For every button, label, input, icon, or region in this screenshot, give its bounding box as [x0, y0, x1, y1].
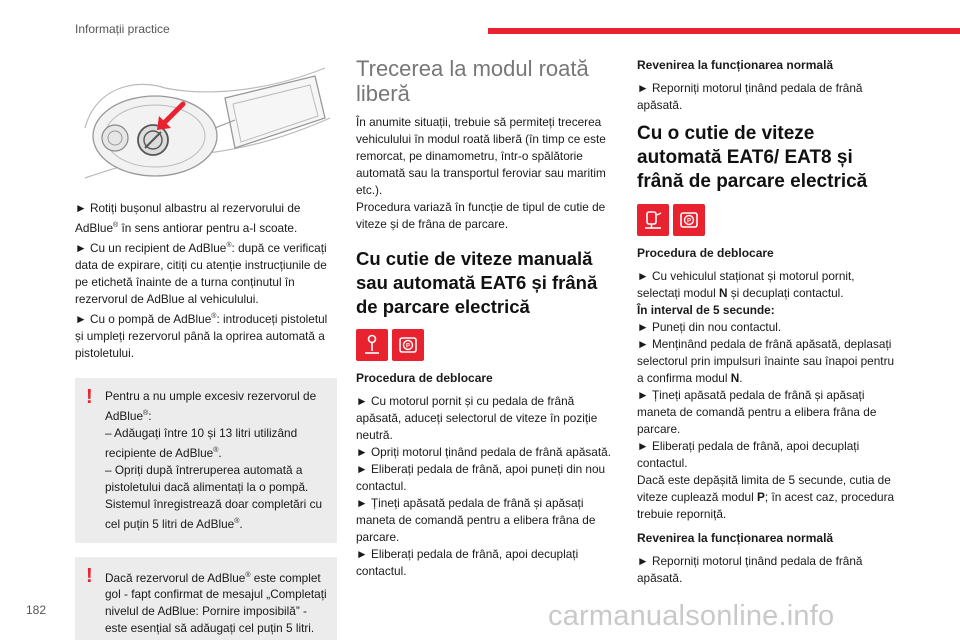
subsection-title-manual-eat6: Cu cutie de viteze manuală sau automată EAT6 și frână de parcare electrică: [356, 248, 598, 317]
svg-text:P: P: [405, 343, 411, 350]
subsection-title-eat6-eat8: Cu o cutie de viteze automată EAT6/ EAT8 și frână de parcare electrică: [637, 123, 868, 192]
step-rotate-cap: ► Rotiți bușonul albastru al rezervorului de AdBlue® în sens antiorar pentru a-l scoate. ► Cu un recipient de AdBlue®: după ce verificați data de expirare, citiți cu atenție instrucțiunile de pe etichetă înainte de a turna conținutul în rezervorul de AdBlue al vehiculului. ► Cu o pompă de AdBlue®: introduceți pistoletul și umpleți rezervorul până la oprirea automată a pistoletului.: [75, 201, 328, 360]
warning-note-empty-tank: ! Dacă rezervorul de AdBlue® este complet gol - fapt confirmat de mesajul „Completați nivelul de AdBlue: Pornire imposibilă” - este esențial să adăugați cel puțin 5 litri.: [75, 557, 337, 640]
warning-mark-icon: !: [86, 385, 93, 408]
column-middle: [356, 50, 618, 586]
return-normal-heading: Revenirea la funcționarea normală: [637, 531, 834, 545]
return-normal-heading: Revenirea la funcționarea normală: [637, 58, 834, 72]
procedure-steps: ► Cu vehiculul staționat și motorul pornit, selectați modul N și decuplați contactul. În interval de 5 secunde: ► Puneți din nou contactul. ► Menținând pedala de frână apăsată, deplasați selectorul prin impulsuri înainte sau înapoi pentru a confirma modul N. ► Țineți apăsată pedala de frână și apăsați maneta de comandă pentru a elibera frâna de parcare. ► Eliberați pedala de frână, apoi decuplați contactul. Dacă este depășită limita de 5 secunde, cutia de viteze cuplează modul P; în acest caz, procedura trebuie reporniță.: [637, 269, 895, 521]
column-left: [75, 50, 337, 640]
gear-lever-icon: [637, 204, 669, 236]
section-title-free-wheel: Trecerea la modul roată liberă: [356, 56, 589, 106]
icon-row: [356, 329, 618, 361]
icon-row: [637, 204, 899, 236]
svg-text:P: P: [686, 218, 692, 225]
page-number: 182: [26, 603, 47, 617]
warning-mark-icon: !: [86, 564, 93, 587]
watermark: carmanualsonline.info: [548, 600, 835, 632]
header-accent-bar: [488, 28, 960, 34]
running-header: Informații practice: [75, 22, 170, 36]
column-right: [637, 50, 899, 593]
procedure-heading: Procedura de deblocare: [356, 371, 493, 385]
gear-lever-icon: [356, 329, 388, 361]
return-normal-step: ► Reporniți motorul ținând pedala de frână apăsată.: [637, 81, 863, 112]
procedure-steps: ► Cu motorul pornit și cu pedala de frână apăsată, aduceți selectorul de viteze în poziție neutră. ► Opriți motorul ținând pedala de frână apăsată. ► Eliberați pedala de frână, apoi puneți din nou contactul. ► Țineți apăsată pedala de frână și apăsați maneta de comandă pentru a elibera frâna de parcare. ► Eliberați pedala de frână, apoi decuplați contactul.: [356, 394, 611, 578]
warning-note-overfill: ! Pentru a nu umple excesiv rezervorul de AdBlue®: – Adăugați între 10 și 13 litri utilizând recipiente de AdBlue®. – Opriți după întreruperea automată a pistoletului dacă alimentați la o pompă. Sistemul înregistrează doar completări cu cel puțin 5 litri de AdBlue®.: [75, 378, 337, 543]
procedure-heading: Procedura de deblocare: [637, 246, 774, 260]
parking-brake-icon: [673, 204, 705, 236]
return-normal-step: ► Reporniți motorul ținând pedala de frână apăsată.: [637, 554, 863, 585]
intro-paragraph: În anumite situații, trebuie să permiteți trecerea vehiculului în modul roată liberă (în timp ce este remorcat, pe dinamometru, într-o spălătorie automată sau la transportul feroviar sau maritim etc.). Procedura variază în funcție de tipul de cutie de viteze și de frâna de parcare.: [356, 115, 606, 231]
parking-brake-icon: [392, 329, 424, 361]
adblue-cap-illustration: [75, 58, 337, 186]
